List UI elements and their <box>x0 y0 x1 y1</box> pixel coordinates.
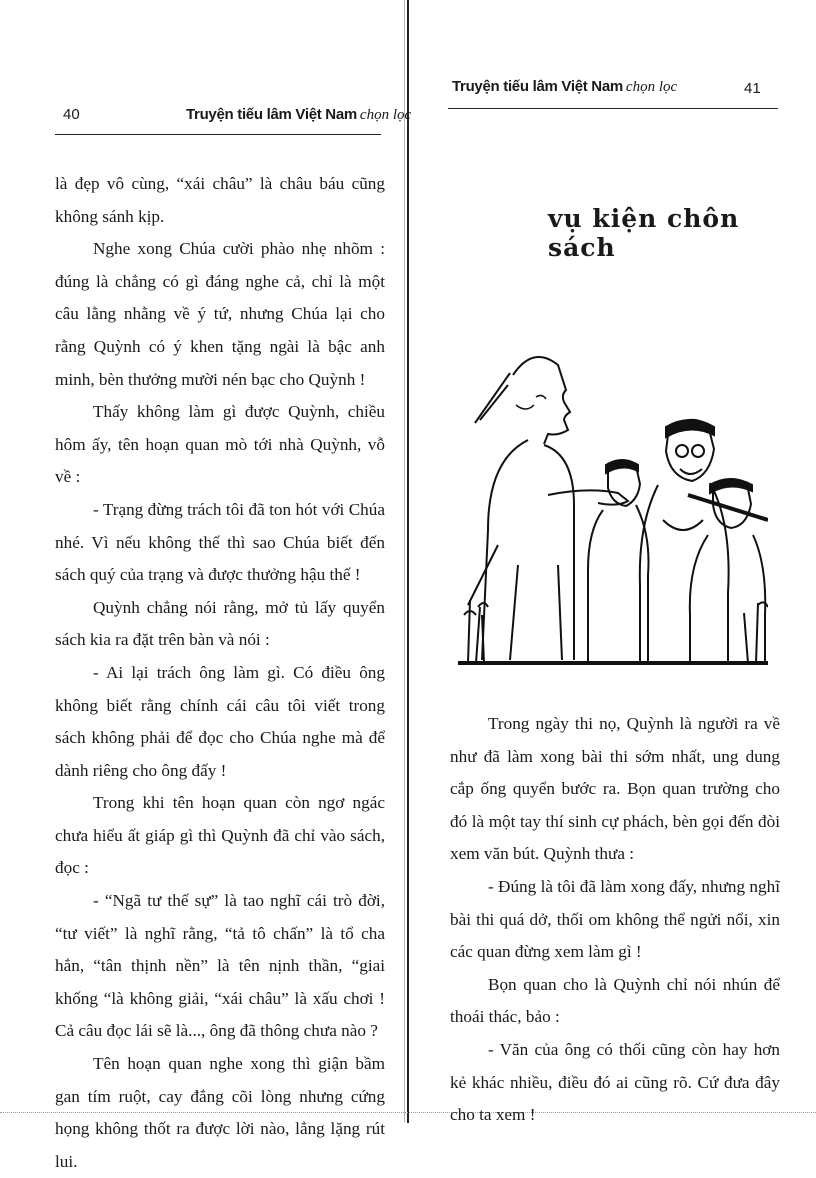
paragraph: - “Ngã tư thế sự” là tao nghĩ cái trò đời, “tư viết” là nghĩ rằng, “tả tô chấn” là tổ cha hắn, “tân thịnh nền” là tên nịnh thần, “giai khống “là không giải, “xái châu” là xấu chơi ! Cả câu đọc lái sẽ là..., ông đã thông chưa nào ? <box>55 891 385 1041</box>
left-body <box>55 168 385 1178</box>
paragraph: Thấy không làm gì được Quỳnh, chiều hôm ấy, tên hoạn quan mò tới nhà Quỳnh, vỗ về : <box>55 402 385 487</box>
right-body <box>450 708 780 1132</box>
mandarins-illustration <box>458 345 768 673</box>
running-head-subtitle: chọn lọc <box>359 107 412 123</box>
paragraph: Trong ngày thi nọ, Quỳnh là người ra về như đã làm xong bài thi sớm nhất, ung dung cắp ống quyển bước ra. Bọn quan trường cho đó là một tay thí sinh cự phách, bèn gọi đến đòi xem văn bút. Quỳnh thưa : <box>450 714 780 864</box>
right-page-number: 41 <box>744 80 761 97</box>
paragraph: Bọn quan cho là Quỳnh chỉ nói nhún để thoái thác, bảo : <box>450 974 780 1027</box>
paragraph: Quỳnh chẳng nói rằng, mở tủ lấy quyển sách kia ra đặt trên bàn và nói : <box>55 597 385 650</box>
paragraph: - Trạng đừng trách tôi đã ton hót với Chúa nhé. Vì nếu không thế thì sao Chúa biết đến sách quý của trạng và được thưởng hậu thế ! <box>55 499 385 585</box>
left-header-rule <box>55 134 381 135</box>
paragraph: Nghe xong Chúa cười phào nhẹ nhõm : đúng là chẳng có gì đáng nghe cả, chỉ là một câu lằng nhằng về ý tứ, nhưng Chúa lại cho rằng Quỳnh có ý khen tặng ngài là bậc anh minh, bèn thưởng mười nén bạc cho Quỳnh ! <box>55 239 385 389</box>
left-running-head <box>186 106 411 124</box>
paragraph: - Đúng là tôi đã làm xong đấy, nhưng nghĩ bài thi quá dở, thối om không thể ngửi nổi, xin các quan đừng xem làm gì ! <box>450 876 780 962</box>
running-head-subtitle: chọn lọc <box>625 79 678 95</box>
story-title: vụ kiện chôn sách <box>548 204 740 262</box>
paragraph: - Văn của ông có thối cũng còn hay hơn kẻ khác nhiều, điều đó ai cũng rõ. Cứ đưa đây cho ta xem ! <box>450 1039 780 1125</box>
running-head-title: Truyện tiếu lâm Việt Nam <box>452 78 623 95</box>
paragraph: Trong khi tên hoạn quan còn ngơ ngác chưa hiểu ất giáp gì thì Quỳnh đã chỉ vào sách, đọc : <box>55 793 385 878</box>
book-spine <box>407 0 409 1123</box>
paragraph: là đẹp vô cùng, “xái châu” là châu báu cũng không sánh kịp. <box>55 174 385 226</box>
left-page-number: 40 <box>63 106 80 123</box>
right-running-head <box>452 78 677 96</box>
paragraph: - Ai lại trách ông làm gì. Có điều ông không biết rằng chính cái câu tôi viết trong sách không phải để đọc cho Chúa nghe mà để dành riêng cho ông đấy ! <box>55 662 385 780</box>
page-gutter-shadow <box>404 0 405 1123</box>
running-head-title: Truyện tiếu lâm Việt Nam <box>186 106 357 123</box>
paragraph: Tên hoạn quan nghe xong thì giận bầm gan tím ruột, cay đắng cõi lòng nhưng cứng họng không thốt ra được lời nào, lẳng lặng rút lui. <box>55 1054 385 1171</box>
right-header-rule <box>448 108 778 109</box>
